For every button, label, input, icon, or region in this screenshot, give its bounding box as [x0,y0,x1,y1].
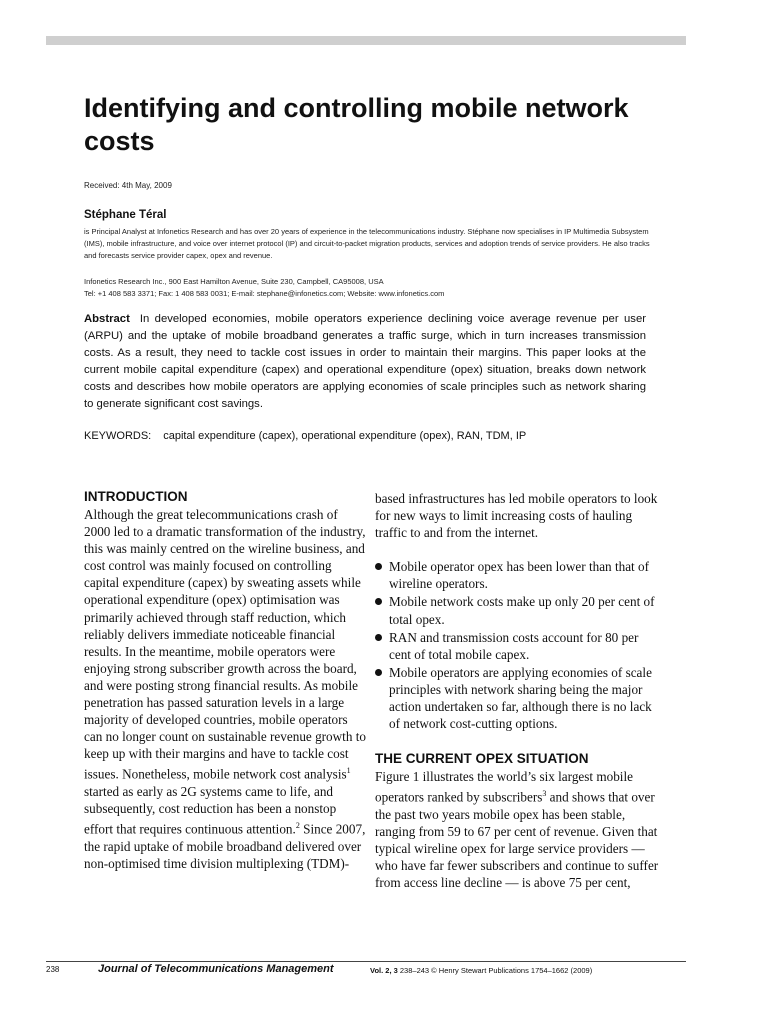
bullet-text: Mobile network costs make up only 20 per cent of total opex. [389,594,655,627]
keywords-text: capital expenditure (capex), operational expenditure (opex), RAN, TDM, IP [163,430,527,442]
bullet-text: RAN and transmission costs account for 80 per cent of total mobile capex. [389,629,639,662]
list-item [375,629,660,663]
footer-rule [46,961,686,962]
footnote-ref-3: 3 [542,789,547,799]
intro-text-1: Although the great telecommunications crash of 2000 led to a dramatic transformation of the industry, this was mainly centred on the wireline business, and cost control was mainly focused on controlling capital expenditure (capex) by sweating assets while operational expenditure (opex) optimisation was primarily achieved through staff reduction, which reliably delivers immediate noticeable financial results. In the meantime, mobile operators were enjoying strong subscriber growth across the board, and were posting strong financial results. As mobile penetration has passed saturation levels in a large majority of developed countries, mobile operators can no longer count on sustainable revenue growth to keep up with their margins and have to tackle cost issues. Nonetheless, mobile network cost analysis [84,507,366,782]
contact-line: Tel: +1 408 583 3371; Fax: 1 408 583 0031; E-mail: stephane@infonetics.com; Website: www.infonetics.com [84,289,445,298]
top-rule [46,36,686,45]
article-title: Identifying and controlling mobile network costs [84,93,629,156]
continued-paragraph: based infrastructures has led mobile operators to look for new ways to limit increasing costs of hauling traffic to and from the internet. [375,491,658,541]
opex-text-1: Figure 1 illustrates the world’s six largest mobile operators ranked by subscribers [375,769,633,805]
list-item [375,593,660,627]
author-bio: is Principal Analyst at Infonetics Research and has over 20 years of experience in the telecommunications industry. Stéphane now specialises in IP Multimedia Subsystem (IMS), mobile infrastructure, and voice over internet protocol (IP) and circuit-to-packet migration products, services and adoption trends of service providers. He also tracks and forecasts service provider capex, opex and revenue. [84,227,650,260]
received-date: Received: 4th May, 2009 [84,181,172,190]
bullet-text: Mobile operator opex has been lower than that of wireline operators. [389,559,650,592]
page-footer [46,964,686,978]
intro-text-3: Since 2007, the rapid uptake of mobile broadband delivered over non-optimised time division multiplexing (TDM)- [84,821,366,871]
bullet-icon [375,563,382,570]
list-item [375,664,660,732]
page-number: 238 [46,965,60,974]
abstract [84,311,646,414]
bullet-text: Mobile operators are applying economies of scale principles with network sharing being the major action undertaken so far, although there is no lack of network cost-cutting options. [389,664,652,732]
summary-bullet-list [375,558,660,732]
opex-paragraph [375,768,660,891]
volume-info [370,966,592,975]
introduction-heading: INTRODUCTION [84,489,188,504]
footnote-ref-2: 2 [295,821,300,831]
opex-text-2: and shows that over the past two years mobile opex has been stable, ranging from 59 to 67 per cent of revenue. Given that typical wireline opex for large service providers — who have far fewer subscribers and continue to suffer from access line decline — is above 75 per cent, [375,789,659,891]
footnote-ref-1: 1 [346,766,351,776]
keywords [84,430,656,442]
bullet-icon [375,634,382,641]
bullet-icon [375,669,382,676]
author-address [84,276,656,300]
author-name: Stéphane Téral [84,209,167,221]
right-column [375,490,660,891]
abstract-text: In developed economies, mobile operators experience declining voice average revenue per user (ARPU) and the uptake of mobile broadband generates a traffic surge, which in turn increases transmission costs. As a result, they need to tackle cost issues in order to maintain their margins. This paper looks at the current mobile capital expenditure (capex) and operational expenditure (opex) situation, breaks down network costs and describes how mobile operators are applying economies of scale principles such as network sharing to generate significant cost savings. [84,313,646,411]
copyright-text: 238–243 © Henry Stewart Publications 1754–1662 (2009) [399,966,593,975]
introduction-paragraph [84,506,366,872]
bullet-icon [375,598,382,605]
left-column [84,488,366,872]
list-item [375,558,660,592]
abstract-label: Abstract [84,313,130,325]
keywords-label: KEYWORDS: [84,430,152,442]
address-line: Infonetics Research Inc., 900 East Hamilton Avenue, Suite 230, Campbell, CA95008, USA [84,277,384,286]
opex-situation-heading: THE CURRENT OPEX SITUATION [375,751,589,767]
intro-text-2: started as early as 2G systems came to life, and subsequently, cost reduction has been a nonstop effort that requires continuous attention. [84,783,337,837]
journal-name: Journal of Telecommunications Management [98,963,334,975]
volume-number: Vol. 2, 3 [370,966,398,975]
